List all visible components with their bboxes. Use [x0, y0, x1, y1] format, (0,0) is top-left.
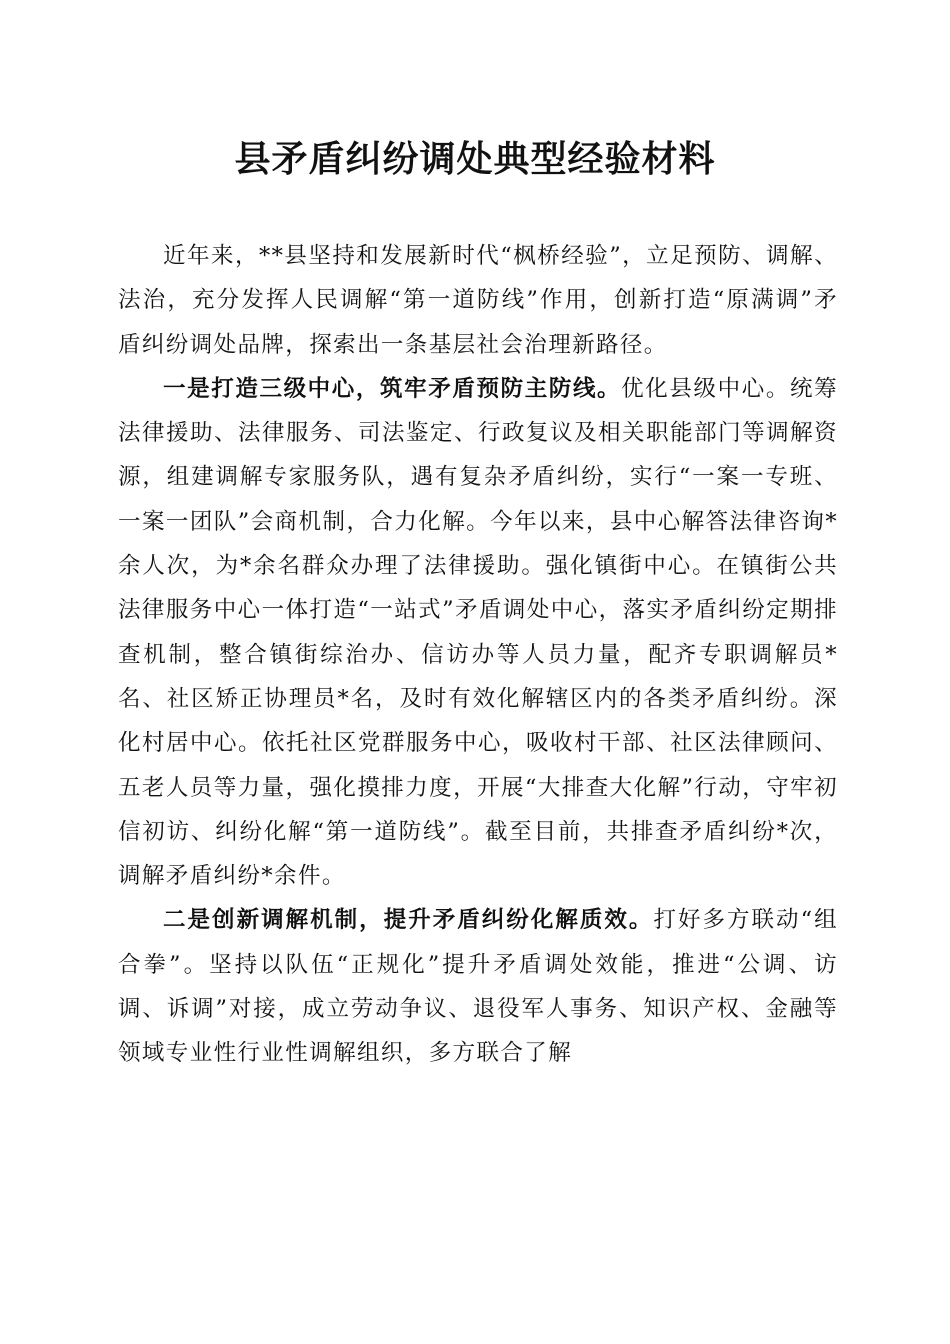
section-2-lead: 二是创新调解机制，提升矛盾纠纷化解质效。 [163, 907, 654, 934]
section-2-text: 打好多方联动“组合拳”。坚持以队伍“正规化”提升矛盾调处效能，推进“公调、访调、诉调”对接，成立劳动争议、退役军人事务、知识产权、金融等领域专业性行业性调解组织，多方联合了解 [118, 907, 838, 1067]
section-1-text: 优化县级中心。统筹法律援助、法律服务、司法鉴定、行政复议及相关职能部门等调解资源，组建调解专家服务队，遇有复杂矛盾纠纷，实行“一案一专班、一案一团队”会商机制，合力化解。今年以来，县中心解答法律咨询*余人次，为*余名群众办理了法律援助。强化镇街中心。在镇街公共法律服务中心一体打造“一站式”矛盾调处中心，落实矛盾纠纷定期排查机制，整合镇街综治办、信访办等人员力量，配齐专职调解员*名、社区矫正协理员*名，及时有效化解辖区内的各类矛盾纠纷。深化村居中心。依托社区党群服务中心，吸收村干部、社区法律顾问、五老人员等力量，强化摸排力度，开展“大排查大化解”行动，守牢初信初访、纠纷化解“第一道防线”。截至目前，共排查矛盾纠纷*次，调解矛盾纠纷*余件。 [118, 375, 838, 890]
section-2-paragraph [118, 898, 838, 1075]
document-title: 县矛盾纠纷调处典型经验材料 [234, 139, 716, 180]
intro-paragraph: 近年来，**县坚持和发展新时代“枫桥经验”，立足预防、调解、法治，充分发挥人民调解“第一道防线”作用，创新打造“原满调”矛盾纠纷调处品牌，探索出一条基层社会治理新路径。 [118, 243, 838, 358]
section-1-paragraph [118, 367, 838, 899]
document-body [118, 234, 838, 1076]
section-1-lead: 一是打造三级中心，筑牢矛盾预防主防线。 [163, 375, 622, 402]
